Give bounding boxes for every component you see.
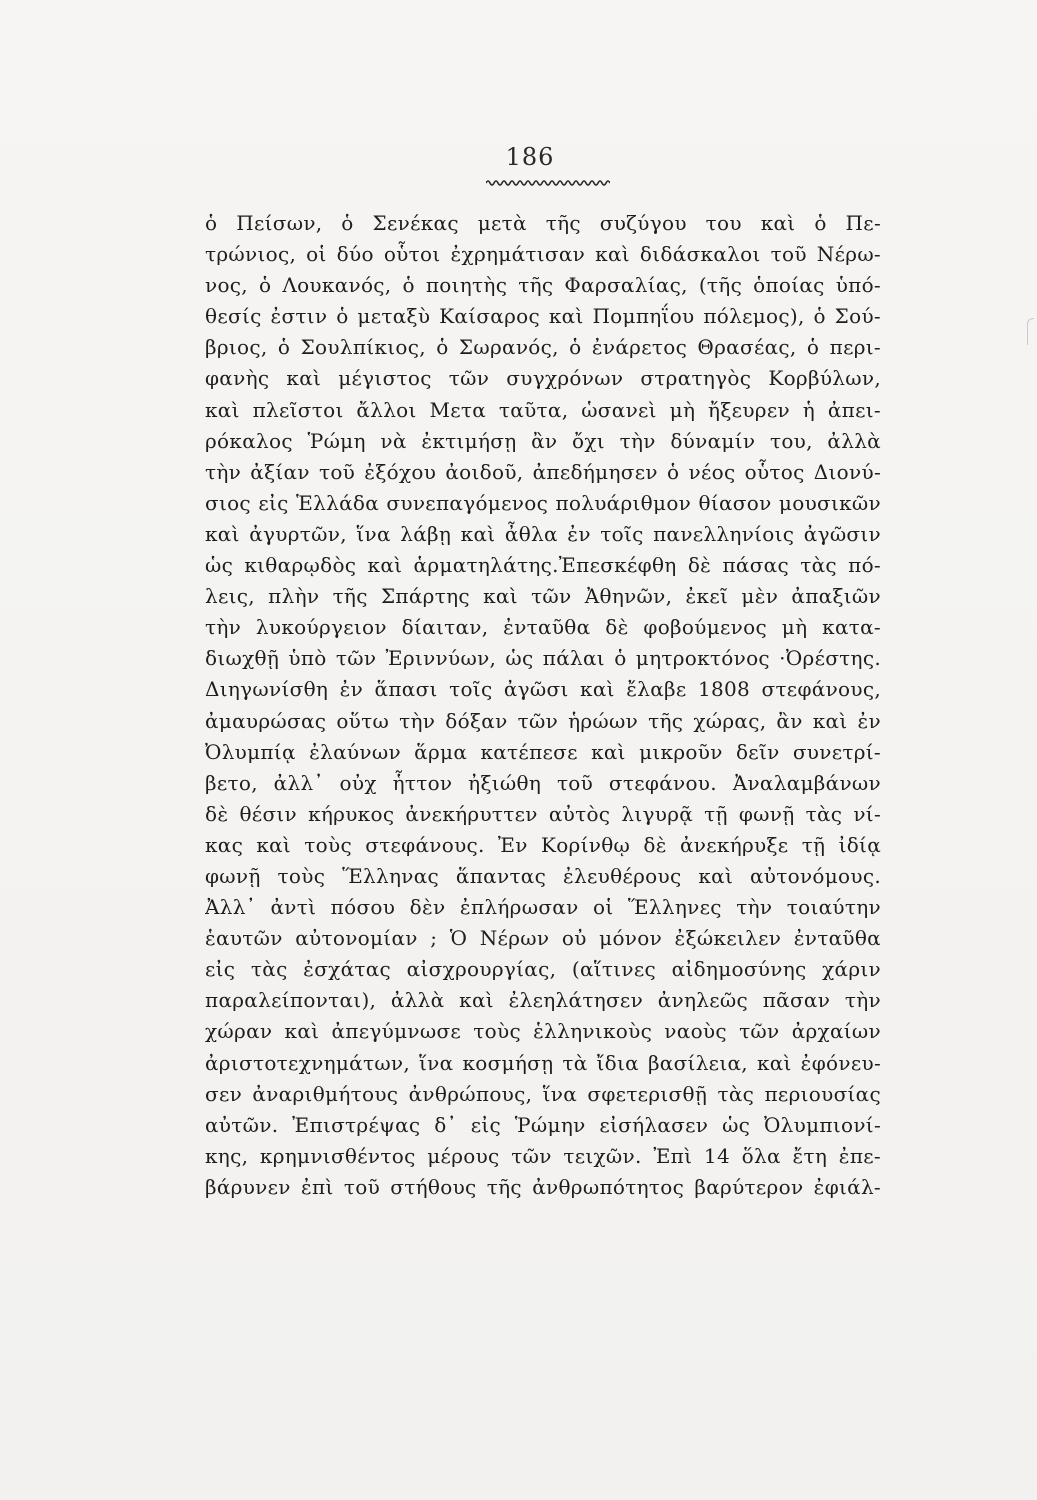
text-line: Διηγωνίσθη ἐν ἅπασι τοῖς ἀγῶσι καὶ ἔλαβε 1808 στεφάνους,	[205, 677, 881, 702]
text-line: βάρυνεν ἐπὶ τοῦ στήθους τῆς ἀνθρωπότητος βαρύτερον ἐφιάλ-	[205, 1174, 881, 1199]
text-line: βριος, ὁ Σουλπίκιος, ὁ Σωρανός, ὁ ἐνάρετος Θρασέας, ὁ περι-	[205, 335, 881, 360]
text-line: δὲ θέσιν κήρυκος ἀνεκήρυττεν αὐτὸς λιγυρᾷ τῇ φωνῇ τὰς νί-	[205, 801, 881, 826]
wavy-rule-ornament	[486, 178, 610, 188]
text-line: καὶ πλεῖστοι ἄλλοι Μετα ταῦτα, ὡσανεὶ μὴ ἤξευρεν ἡ ἀπει-	[205, 397, 881, 422]
page-number: 186	[505, 143, 555, 171]
text-line: ρόκαλος Ῥώμη νὰ ἐκτιμήσῃ ἂν ὄχι τὴν δύναμίν του, ἀλλὰ	[205, 428, 881, 453]
text-line: λεις, πλὴν τῆς Σπάρτης καὶ τῶν Ἀθηνῶν, ἐκεῖ μὲν ἀπαξιῶν	[205, 584, 881, 609]
text-line: σιος εἰς Ἑλλάδα συνεπαγόμενος πολυάριθμον θίασον μουσικῶν	[205, 490, 881, 515]
text-line: νος, ὁ Λουκανός, ὁ ποιητὴς τῆς Φαρσαλίας, (τῆς ὁποίας ὑπό-	[205, 273, 881, 298]
text-line: Ἀλλ᾽ ἀντὶ πόσου δὲν ἐπλήρωσαν οἱ Ἕλληνες τὴν τοιαύτην	[205, 895, 881, 920]
text-line: ὁ Πείσων, ὁ Σενέκας μετὰ τῆς συζύγου του καὶ ὁ Πε-	[205, 211, 881, 235]
text-line: ἑαυτῶν αὐτονομίαν ; Ὁ Νέρων οὐ μόνον ἐξώκειλεν ἐνταῦθα	[205, 926, 881, 951]
text-line: τὴν ἀξίαν τοῦ ἐξόχου ἀοιδοῦ, ἀπεδήμησεν ὁ νέος οὗτος Διονύ-	[205, 459, 881, 484]
text-line: διωχθῇ ὑπὸ τῶν Ἐριννύων, ὡς πάλαι ὁ μητροκτόνος ·Ὀρέστης.	[205, 646, 881, 671]
text-line: ἀριστοτεχνημάτων, ἵνα κοσμήσῃ τὰ ἴδια βασίλεια, καὶ ἐφόνευ-	[205, 1050, 881, 1075]
text-line: σεν ἀναριθμήτους ἀνθρώπους, ἵνα σφετερισθῇ τὰς περιουσίας	[205, 1081, 881, 1106]
text-line: ἀμαυρώσας οὕτω τὴν δόξαν τῶν ἡρώων τῆς χώρας, ἂν καὶ ἐν	[205, 708, 881, 733]
text-line: κας καὶ τοὺς στεφάνους. Ἐν Κορίνθῳ δὲ ἀνεκήρυξε τῇ ἰδίᾳ	[205, 832, 881, 857]
text-line: καὶ ἀγυρτῶν, ἵνα λάβῃ καὶ ἆθλα ἐν τοῖς πανελληνίοις ἀγῶσιν	[205, 521, 881, 546]
page-edge-mark	[1027, 318, 1034, 345]
text-line: κης, κρημνισθέντος μέρους τῶν τειχῶν. Ἐπὶ 14 ὅλα ἔτη ἐπε-	[205, 1143, 881, 1168]
text-line: παραλείπονται), ἀλλὰ καὶ ἐλεηλάτησεν ἀνηλεῶς πᾶσαν τὴν	[205, 988, 881, 1013]
text-line: Ὀλυμπίᾳ ἐλαύνων ἅρμα κατέπεσε καὶ μικροῦν δεῖν συνετρί-	[205, 739, 881, 764]
text-line: ὡς κιθαρῳδὸς καὶ ἁρματηλάτης.Ἐπεσκέφθη δὲ πάσας τὰς πό-	[205, 553, 881, 578]
text-line: φανὴς καὶ μέγιστος τῶν συγχρόνων στρατηγὸς Κορβύλων,	[205, 366, 881, 391]
text-line: χώραν καὶ ἀπεγύμνωσε τοὺς ἑλληνικοὺς ναοὺς τῶν ἀρχαίων	[205, 1019, 881, 1044]
text-line: θεσίς ἐστιν ὁ μεταξὺ Καίσαρος καὶ Πομπηΐου πόλεμος), ὁ Σού-	[205, 304, 881, 329]
text-line: εἰς τὰς ἐσχάτας αἰσχρουργίας, (αἵτινες αἰδημοσύνης χάριν	[205, 957, 881, 982]
text-line: φωνῇ τοὺς Ἕλληνας ἅπαντας ἐλευθέρους καὶ αὐτονόμους.	[205, 863, 881, 888]
text-line: τὴν λυκούργειον δίαιταν, ἐνταῦθα δὲ φοβούμενος μὴ κατα-	[205, 615, 881, 640]
text-line: βετο, ἀλλ᾽ οὐχ ἧττον ἠξιώθη τοῦ στεφάνου. Ἀναλαμβάνων	[205, 770, 881, 795]
body-text	[205, 208, 881, 1203]
text-line: τρώνιος, οἱ δύο οὗτοι ἐχρημάτισαν καὶ διδάσκαλοι τοῦ Νέρω-	[205, 242, 881, 267]
text-line: αὐτῶν. Ἐπιστρέψας δ᾽ εἰς Ῥώμην εἰσήλασεν ὡς Ὀλυμπιονί-	[205, 1112, 881, 1137]
